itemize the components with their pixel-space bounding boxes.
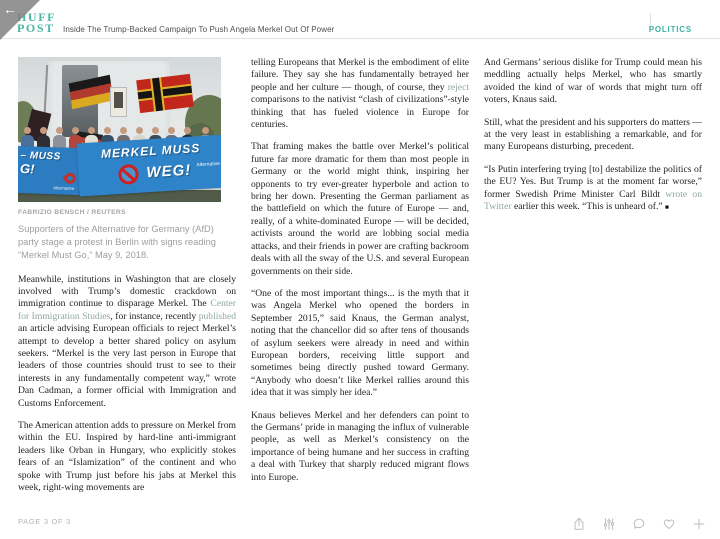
link-center-for-immigration-studies[interactable]: Center for Immigration Studies <box>18 298 236 322</box>
logo-line-1: HUFF <box>17 10 57 24</box>
banner-text: Alternative <box>53 185 75 191</box>
article-title: Inside The Trump-Backed Campaign To Push Angela Merkel Out Of Power <box>63 25 335 34</box>
comments-button[interactable] <box>631 516 646 531</box>
text-settings-sliders-icon <box>602 517 616 531</box>
column-middle <box>251 57 469 505</box>
link-reject[interactable]: reject <box>447 81 469 93</box>
section-politics-link[interactable]: POLITICS <box>648 25 692 34</box>
like-button[interactable] <box>661 516 676 531</box>
protest-photo <box>18 57 221 202</box>
text-settings-button[interactable] <box>601 516 616 531</box>
plus-icon <box>692 517 706 531</box>
header <box>0 0 720 39</box>
banner-text: Alternative <box>196 160 221 169</box>
banner-text: MERKEL MUSS <box>100 141 201 162</box>
protest-banner-main <box>77 135 221 197</box>
article-paragraph: And Germans’ serious dislike for Trump could mean his meddling actually helps Merkel, who has smartly avoided the kind of war of words that might turn off voters, Knaus said. <box>484 57 702 106</box>
paragraph-text: an article advising European officials to reject Merkel’s attempt to develop a better shared policy on asylum seekers. “Merkel is the very last person in Europe that leaders of those countries should trust to see to their interests in any fundamentally competent way,” wrote Dan Cadman, a former official with Immigration and Customs Enforcement. <box>18 323 236 409</box>
photo-credit: FABRIZIO BENSCH / REUTERS <box>18 209 126 216</box>
article-paragraph: That framing makes the battle over Merkel’s political future far more dramatic for them than most people in Germany or the world might think, inspiring her opponents to try ever-greater hyperbole and action to bring her down. Presenting the German parliament as the battlefield on which the future of Europe — and, really, of a white-dominated Europe — will be decided, activists around the world are lobbing social media attacks, and their friends in power are crafting backroom deals with all the sway of the U.S. and several European governments on their side. <box>251 141 469 277</box>
link-published[interactable]: published <box>198 310 236 322</box>
paragraph-text: comparisons to the nativist “clash of civilizations”-style thinking that has fueled violence in Europe for centuries. <box>251 94 469 131</box>
heart-icon <box>662 517 676 531</box>
protest-banner-left <box>18 146 81 195</box>
paragraph-text: , for instance, recently <box>110 310 199 322</box>
article-paragraph: The American attention adds to pressure on Merkel from within the EU. Inspired by hard-line anti-immigrant leaders like Orban in Hungary, who explicitly stokes fears of an “Islamization” of the continent and who spoke with Trump just before his jabs at Merkel this week, right-wing movements are <box>18 420 236 494</box>
article-paragraph: Knaus believes Merkel and her defenders can point to the Germans’ pride in managing the influx of vulnerable people, as well as Merkel’s consistency on the importance of being humane and her success in crafting a deal with Turkey that sharply reduced migrant flows into Europe. <box>251 409 469 483</box>
banner-text: WEG! <box>145 161 192 182</box>
paragraph-text: Meanwhile, institutions in Washington that are closely involved with Trump’s domestic crackdown on immigration continue to disparage Merkel. The <box>18 273 236 310</box>
banner-text: – MUSS <box>20 150 61 163</box>
paragraph-text: earlier this week. “This is unheard of.” <box>511 201 666 213</box>
paragraph-text: telling Europeans that Merkel is the embodiment of elite failure. They say she has fundamentally betrayed her people and her culture — though, of course, they <box>251 57 469 93</box>
article-columns <box>18 57 702 505</box>
footer-toolbar <box>571 516 706 531</box>
column-left <box>18 57 236 505</box>
page-indicator: PAGE 3 OF 3 <box>18 517 71 526</box>
share-icon <box>572 517 586 531</box>
wirmer-flag-art <box>136 74 194 113</box>
comment-bubble-icon <box>632 517 646 531</box>
article-paragraph <box>18 274 236 410</box>
logo-line-2: POST <box>17 20 55 35</box>
article-figure <box>18 57 221 274</box>
article-end-mark: ■ <box>665 204 669 212</box>
article-paragraph: “One of the most important things... is the myth that it was Angela Merkel who opened the borders in September 2015,” said Knaus, the German analyst, noting that the chancellor did so after tens of thousands of asylum seekers were already in need and within European borders, receiving little support and sometimes being directly pushed toward Germany. “Anybody who doesn’t like Merkel rallies around this idea that it was simply her idea.” <box>251 287 469 399</box>
protest-sign-art <box>110 87 127 117</box>
share-button[interactable] <box>571 516 586 531</box>
photo-caption: Supporters of the Alternative for Germany (AfD) party stage a protest in Berlin with signs reading “Merkel Must Go,” May 9, 2018. <box>18 224 216 261</box>
column-right <box>484 57 702 505</box>
back-arrow-icon: ← <box>3 1 17 17</box>
back-button[interactable] <box>0 0 40 40</box>
article-paragraph: Still, what the president and his supporters do matters — at the very least in establishing a remarkable, and for many Europeans disturbing, precedent. <box>484 116 702 153</box>
prohibition-sign-art <box>118 164 139 185</box>
article-paragraph <box>484 164 702 215</box>
link-wrote-on-twitter[interactable]: wrote on Twitter <box>484 188 702 213</box>
add-button[interactable] <box>691 516 706 531</box>
article-paragraph <box>251 57 469 131</box>
paragraph-text: “Is Putin interfering trying [to] destabilize the politics of the EU? Yes. But Trump is at the moment far worse,” former Swedish Prime Minister Carl Bildt <box>484 163 702 200</box>
banner-text: G! <box>19 161 35 177</box>
